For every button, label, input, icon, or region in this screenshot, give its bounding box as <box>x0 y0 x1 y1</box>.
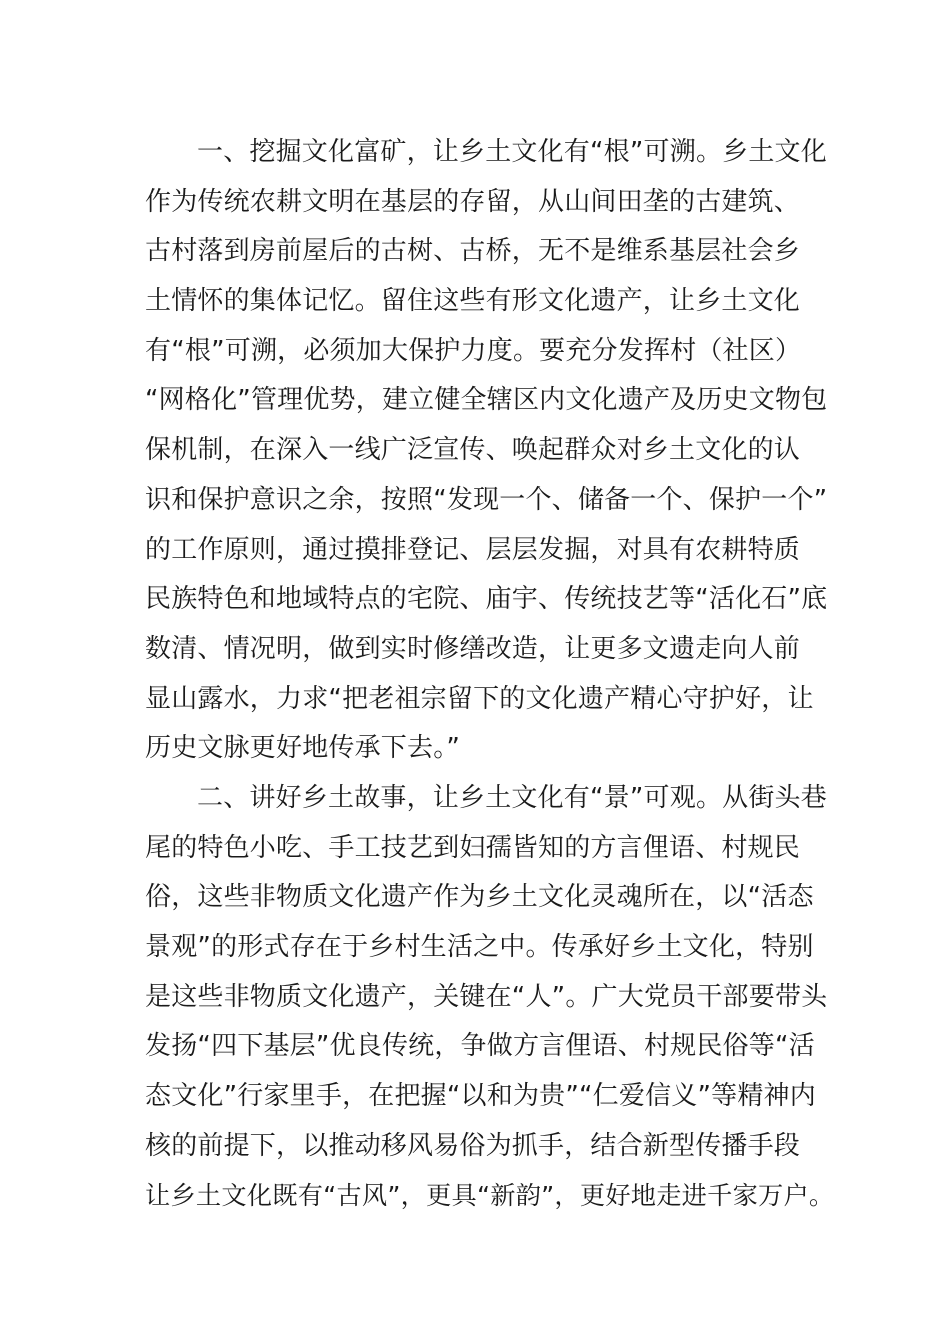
paragraph-line: 发扬“四下基层”优良传统，争做方言俚语、村规民俗等“活 <box>145 1031 815 1062</box>
paragraph-line: 数清、情况明，做到实时修缮改造，让更多文遗走向人前 <box>145 633 801 664</box>
paragraph-line: 有“根”可溯，必须加大保护力度。要充分发挥村（社区） <box>145 335 802 366</box>
paragraph-line: 俗，这些非物质文化遗产作为乡土文化灵魂所在，以“活态 <box>145 882 814 913</box>
paragraph-2 <box>145 774 835 1221</box>
paragraph-line: 是这些非物质文化遗产，关键在“人”。广大党员干部要带头 <box>145 981 828 1012</box>
paragraph-line: 的工作原则，通过摸排登记、层层发掘，对具有农耕特质 <box>145 534 801 565</box>
paragraph-line: 保机制，在深入一线广泛宣传、唤起群众对乡土文化的认 <box>145 435 801 466</box>
paragraph-line: 景观”的形式存在于乡村生活之中。传承好乡土文化，特别 <box>145 932 814 962</box>
paragraph-line: 古村落到房前屋后的古树、古桥，无不是维系基层社会乡 <box>145 236 801 267</box>
paragraph-line: 土情怀的集体记忆。留住这些有形文化遗产，让乡土文化 <box>145 286 801 317</box>
paragraph-line: 识和保护意识之余，按照“发现一个、储备一个、保护一个” <box>145 484 828 515</box>
paragraph-line: 核的前提下，以推动移风易俗为抓手，结合新型传播手段 <box>145 1130 801 1161</box>
paragraph-line: 态文化”行家里手，在把握“以和为贵”“仁爱信义”等精神内 <box>145 1081 816 1112</box>
paragraph-1 <box>145 128 835 774</box>
paragraph-line: 作为传统农耕文明在基层的存留，从山间田垄的古建筑、 <box>145 186 801 217</box>
paragraph-line: 让乡土文化既有“古风”，更具“新韵”，更好地走进千家万户。 <box>145 1181 835 1211</box>
paragraph-line: 民族特色和地域特点的宅院、庙宇、传统技艺等“活化石”底 <box>145 584 828 615</box>
paragraph-line: 历史文脉更好地传承下去。” <box>145 733 461 764</box>
paragraph-line: 二、讲好乡土故事，让乡土文化有“景”可观。从街头巷 <box>197 782 827 813</box>
paragraph-line: 显山露水，力求“把老祖宗留下的文化遗产精心守护好，让 <box>145 683 814 714</box>
paragraph-line: 尾的特色小吃、手工技艺到妇孺皆知的方言俚语、村规民 <box>145 832 801 863</box>
paragraph-line: “网格化”管理优势，建立健全辖区内文化遗产及历史文物包 <box>145 385 828 416</box>
document-body <box>145 128 835 1221</box>
paragraph-line: 一、挖掘文化富矿，让乡土文化有“根”可溯。乡土文化 <box>197 137 827 167</box>
